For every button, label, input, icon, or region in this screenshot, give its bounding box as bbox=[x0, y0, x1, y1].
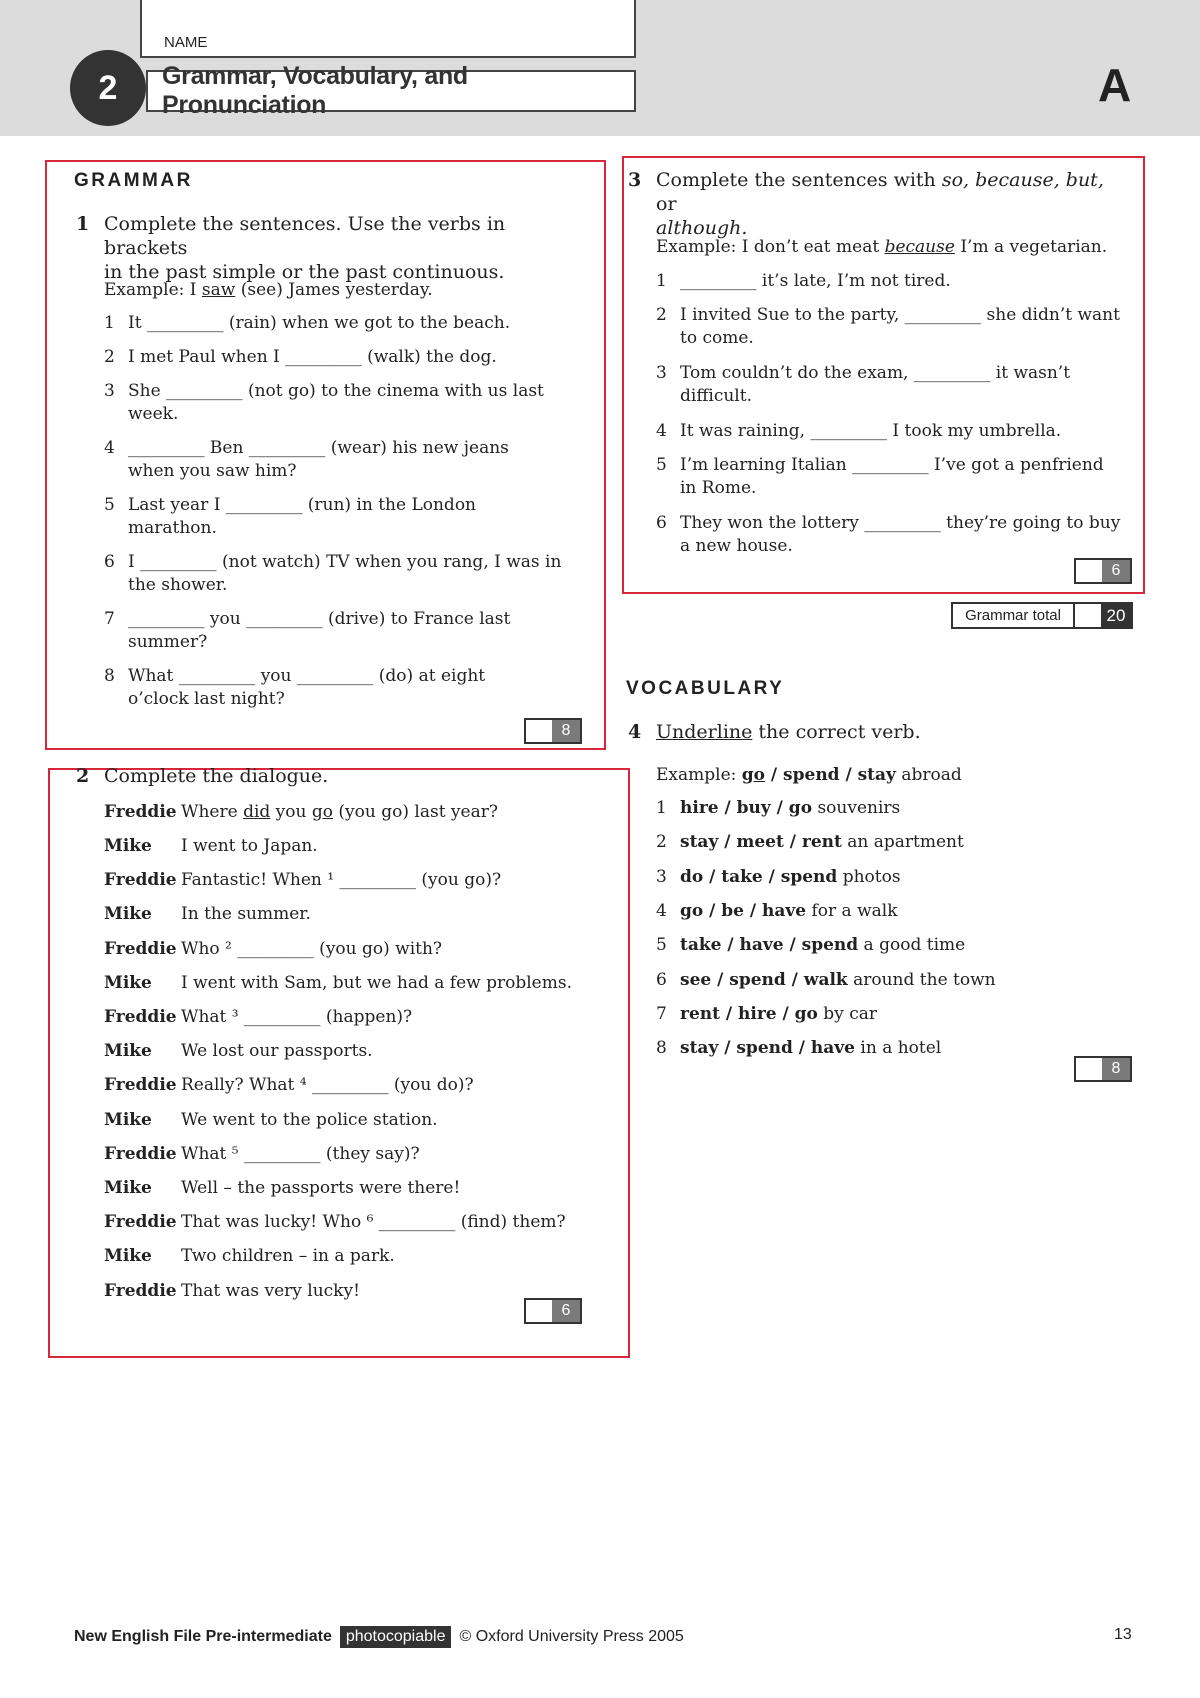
exercise-4-example: Example: go / spend / stay abroad bbox=[656, 765, 962, 785]
copyright: © Oxford University Press 2005 bbox=[459, 1628, 684, 1645]
vocab-item bbox=[656, 969, 996, 992]
item-number: 5 bbox=[104, 495, 115, 515]
exercise-1-instruction bbox=[76, 212, 584, 284]
instruction-line: Complete the sentences. Use the verbs in brackets bbox=[104, 213, 506, 259]
speaker: Freddie bbox=[104, 1280, 177, 1301]
dialogue-example: Freddie Where did you go (you go) last year? bbox=[104, 802, 498, 822]
item-text: They won the lottery _________ they’re going to buy bbox=[680, 513, 1121, 533]
item-number: 3 bbox=[656, 866, 667, 887]
dialogue-line bbox=[104, 1040, 604, 1064]
utterance: That was very lucky! bbox=[181, 1280, 360, 1301]
exercise-number: 4 bbox=[628, 721, 642, 743]
item-number: 2 bbox=[656, 832, 667, 853]
utterance: Who ² _________ (you go) with? bbox=[181, 938, 443, 959]
dialogue-line bbox=[104, 1074, 604, 1098]
speaker: Mike bbox=[104, 1246, 152, 1267]
item-text: in Rome. bbox=[680, 478, 757, 498]
item-text: _________ Ben _________ (wear) his new jeans bbox=[128, 438, 509, 458]
dialogue-line bbox=[104, 1211, 604, 1235]
vocab-item bbox=[656, 797, 901, 820]
item-number: 1 bbox=[104, 313, 115, 333]
exercise-number: 3 bbox=[628, 169, 642, 191]
item-text: around the town bbox=[847, 969, 996, 990]
speaker: Mike bbox=[104, 972, 152, 993]
item-number: 4 bbox=[656, 421, 667, 441]
vocab-item bbox=[656, 934, 966, 957]
grammar-total-value: 20 bbox=[1101, 604, 1131, 627]
exercise-item bbox=[656, 454, 1150, 500]
verb-options[interactable]: do / take / spend bbox=[680, 866, 838, 887]
exercise-number: 2 bbox=[76, 765, 90, 787]
item-text: It _________ (rain) when we got to the beach. bbox=[128, 313, 511, 333]
utterance: What ⁵ _________ (they say)? bbox=[181, 1143, 420, 1164]
vocab-item bbox=[656, 1003, 877, 1026]
score-blank[interactable] bbox=[1076, 1058, 1102, 1080]
exercise-2-score: 6 bbox=[524, 1298, 582, 1324]
exercise-item bbox=[104, 380, 598, 426]
grammar-total-label: Grammar total bbox=[965, 607, 1061, 624]
score-blank[interactable] bbox=[526, 1300, 552, 1322]
exercise-1-example: Example: I saw (see) James yesterday. bbox=[104, 280, 433, 300]
item-text: a new house. bbox=[680, 536, 793, 556]
exercise-item bbox=[104, 665, 598, 711]
item-number: 1 bbox=[656, 271, 667, 291]
title-box bbox=[146, 62, 636, 119]
item-number: 7 bbox=[104, 609, 115, 629]
exercise-1-score: 8 bbox=[524, 718, 582, 744]
item-text: a good time bbox=[858, 935, 966, 956]
utterance: That was lucky! Who ⁶ _________ (find) them? bbox=[181, 1212, 566, 1233]
item-number: 7 bbox=[656, 1003, 667, 1024]
exercise-4-score: 8 bbox=[1074, 1056, 1132, 1082]
dialogue-line bbox=[104, 869, 604, 893]
item-text: _________ it’s late, I’m not tired. bbox=[680, 271, 951, 291]
item-text: when you saw him? bbox=[128, 461, 297, 481]
vocab-item bbox=[656, 866, 901, 889]
item-number: 3 bbox=[656, 363, 667, 383]
page-title: Grammar, Vocabulary, and Pronunciation bbox=[162, 62, 468, 119]
speaker: Freddie bbox=[104, 1143, 177, 1164]
exercise-item bbox=[104, 608, 598, 654]
utterance: Really? What ⁴ _________ (you do)? bbox=[181, 1075, 474, 1096]
verb-options[interactable]: take / have / spend bbox=[680, 935, 859, 956]
speaker: Freddie bbox=[104, 1212, 177, 1233]
exercise-item bbox=[104, 437, 598, 483]
item-text: in a hotel bbox=[855, 1038, 942, 1059]
item-text: the shower. bbox=[128, 575, 228, 595]
verb-options[interactable]: stay / spend / have bbox=[680, 1038, 855, 1059]
vocab-item bbox=[656, 831, 964, 854]
item-text: I’m learning Italian _________ I’ve got a penfriend bbox=[680, 455, 1104, 475]
exercise-item bbox=[104, 346, 598, 369]
score-blank[interactable] bbox=[1076, 560, 1102, 582]
item-number: 3 bbox=[104, 381, 115, 401]
dialogue-line bbox=[104, 972, 604, 996]
speaker: Freddie bbox=[104, 938, 177, 959]
item-number: 1 bbox=[656, 798, 667, 818]
speaker: Mike bbox=[104, 1178, 152, 1198]
item-text: Tom couldn’t do the exam, _________ it wasn’t bbox=[680, 363, 1071, 383]
item-number: 6 bbox=[656, 513, 667, 533]
utterance: Two children – in a park. bbox=[181, 1246, 395, 1267]
book-title: New English File Pre-intermediate bbox=[74, 1628, 332, 1645]
instruction-line: in the past simple or the past continuous. bbox=[104, 261, 505, 283]
utterance: In the summer. bbox=[181, 904, 311, 925]
item-text: week. bbox=[128, 404, 179, 424]
vocab-item bbox=[656, 900, 898, 923]
exercise-2-instruction: 2 Complete the dialogue. bbox=[76, 765, 329, 787]
item-number: 6 bbox=[656, 969, 667, 990]
item-text: It was raining, _________ I took my umbrella. bbox=[680, 421, 1062, 441]
verb-options[interactable]: go / be / have bbox=[680, 900, 807, 921]
verb-options[interactable]: stay / meet / rent bbox=[680, 832, 842, 853]
example-answer: go bbox=[741, 765, 765, 785]
item-text: _________ you _________ (drive) to France last bbox=[128, 609, 511, 629]
item-text: difficult. bbox=[680, 386, 752, 406]
utterance: What ³ _________ (happen)? bbox=[181, 1007, 413, 1027]
verb-options[interactable]: see / spend / walk bbox=[680, 969, 848, 990]
item-text: Last year I _________ (run) in the London bbox=[128, 495, 477, 515]
item-text: to come. bbox=[680, 328, 754, 348]
dialogue-line bbox=[104, 1109, 604, 1133]
item-number: 2 bbox=[104, 347, 115, 367]
item-text: photos bbox=[837, 866, 901, 887]
exercise-item bbox=[104, 494, 598, 540]
dialogue-line bbox=[104, 1143, 604, 1167]
exercise-item bbox=[104, 551, 598, 597]
vocab-item bbox=[656, 1037, 942, 1060]
utterance: Fantastic! When ¹ _________ (you go)? bbox=[181, 870, 502, 891]
unit-number-badge: 2 bbox=[70, 50, 146, 126]
utterance: We lost our passports. bbox=[181, 1041, 373, 1062]
photocopiable-badge: photocopiable bbox=[340, 1626, 452, 1648]
item-text: marathon. bbox=[128, 518, 217, 538]
item-number: 2 bbox=[656, 305, 667, 325]
item-number: 4 bbox=[656, 900, 667, 921]
name-label: NAME bbox=[164, 34, 208, 51]
exercise-item bbox=[104, 312, 598, 335]
speaker: Freddie bbox=[104, 870, 177, 891]
item-text: I invited Sue to the party, _________ she didn’t want bbox=[680, 305, 1120, 325]
item-text: I _________ (not watch) TV when you rang, I was in bbox=[128, 552, 562, 572]
exercise-4-instruction: 4 Underline the correct verb. bbox=[628, 721, 921, 743]
dialogue-line bbox=[104, 1245, 604, 1269]
verb-options[interactable]: hire / buy / go bbox=[680, 798, 813, 818]
item-text: for a walk bbox=[806, 900, 898, 921]
grammar-total-blank[interactable] bbox=[1073, 604, 1101, 627]
dialogue-line bbox=[104, 1177, 604, 1201]
utterance: We went to the police station. bbox=[181, 1109, 438, 1130]
grammar-heading: GRAMMAR bbox=[74, 170, 193, 191]
item-text: by car bbox=[817, 1003, 877, 1024]
exercise-item bbox=[656, 270, 1150, 293]
item-text: summer? bbox=[128, 632, 208, 652]
item-text: an apartment bbox=[841, 832, 964, 853]
exercise-number: 1 bbox=[76, 213, 90, 235]
dialogue-line bbox=[104, 835, 604, 859]
exercise-3-example: Example: I don’t eat meat because I’m a vegetarian. bbox=[656, 237, 1108, 257]
dialogue-line bbox=[104, 1006, 604, 1030]
page-number: 13 bbox=[1114, 1626, 1132, 1643]
example-answer: saw bbox=[201, 280, 236, 300]
name-field[interactable] bbox=[140, 0, 636, 58]
speaker: Mike bbox=[104, 1109, 152, 1130]
score-blank[interactable] bbox=[526, 720, 552, 742]
dialogue-line bbox=[104, 938, 604, 962]
speaker: Freddie bbox=[104, 802, 177, 822]
speaker: Freddie bbox=[104, 1007, 177, 1027]
speaker: Freddie bbox=[104, 1075, 177, 1096]
verb-options[interactable]: rent / hire / go bbox=[680, 1003, 818, 1024]
footer bbox=[74, 1626, 684, 1648]
exercise-3-score: 6 bbox=[1074, 558, 1132, 584]
item-number: 5 bbox=[656, 935, 667, 956]
item-number: 6 bbox=[104, 552, 115, 572]
exercise-item bbox=[656, 512, 1150, 558]
dialogue-line bbox=[104, 903, 604, 927]
item-number: 8 bbox=[656, 1038, 667, 1059]
version-letter: A bbox=[1098, 59, 1132, 111]
item-text: o’clock last night? bbox=[128, 689, 285, 709]
item-text: She _________ (not go) to the cinema with us last bbox=[128, 381, 544, 401]
exercise-item bbox=[656, 420, 1150, 443]
item-text: What _________ you _________ (do) at eight bbox=[128, 666, 486, 686]
exercise-item bbox=[656, 362, 1150, 408]
speaker: Mike bbox=[104, 1041, 152, 1062]
utterance: Well – the passports were there! bbox=[181, 1178, 461, 1198]
item-number: 5 bbox=[656, 455, 667, 475]
vocabulary-heading: VOCABULARY bbox=[626, 678, 785, 699]
item-number: 8 bbox=[104, 666, 115, 686]
grammar-total-box bbox=[951, 602, 1133, 629]
utterance: I went to Japan. bbox=[181, 836, 318, 856]
exercise-3-instruction: 3 Complete the sentences with so, because, but, or although. bbox=[628, 169, 1104, 239]
speaker: Mike bbox=[104, 904, 152, 925]
speaker: Mike bbox=[104, 836, 152, 856]
item-text: I met Paul when I _________ (walk) the dog. bbox=[128, 347, 497, 367]
example-answer: because bbox=[884, 237, 955, 257]
item-number: 4 bbox=[104, 438, 115, 458]
exercise-item bbox=[656, 304, 1150, 350]
utterance: I went with Sam, but we had a few problems. bbox=[181, 972, 572, 993]
item-text: souvenirs bbox=[812, 798, 901, 818]
